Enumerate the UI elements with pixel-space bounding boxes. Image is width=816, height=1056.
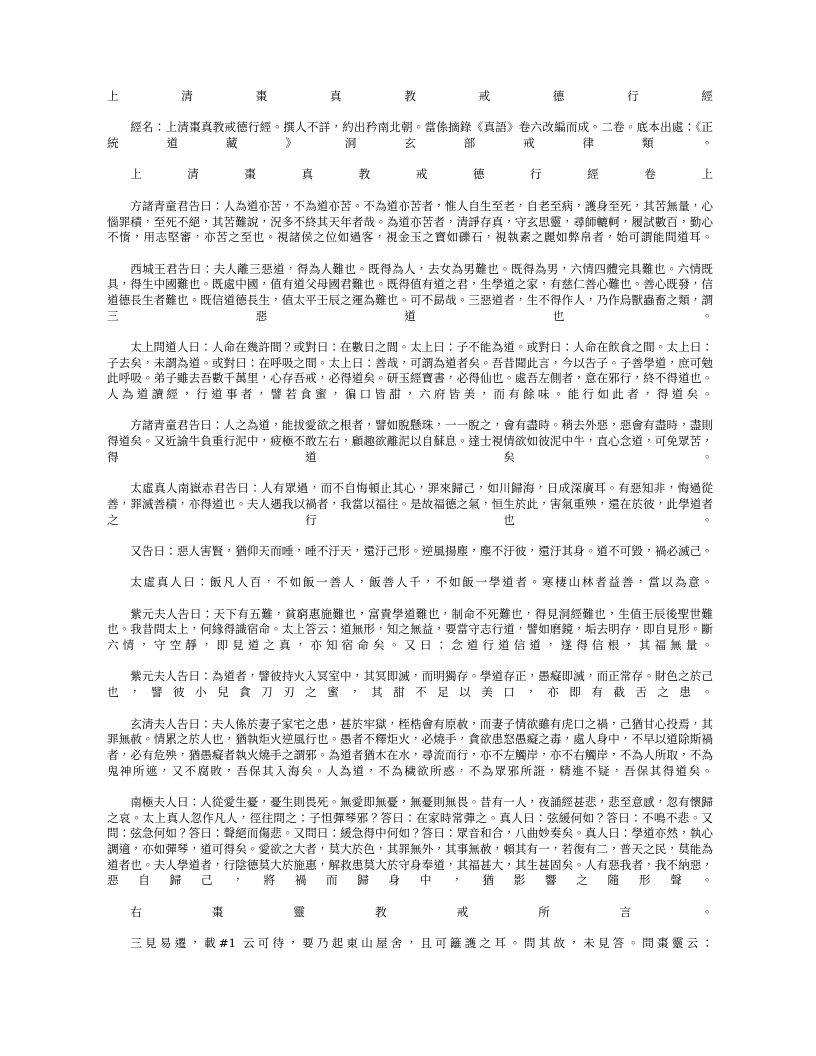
document-text-body — [107, 89, 713, 968]
paragraph-body: 方諸青童君告曰：人為道亦苦，不為道亦苦。不為道亦苦者，惟人自生至老，自老至病，護身至死，其苦無量，心惱罪積，至死不絕，其苦難說，況多不終其天年者哉。為道亦苦者，清諍存真，守玄思靈，尋師轆軻，履試數百，勤心不惰，用志堅審，亦苦之至也。視諸侯之位如過客，視金玉之寶如礫石，視執素之麗如弊帛者，始可謂能問道耳。 — [107, 198, 713, 245]
paragraph-body: 三見易遷，載#1 云可待，要乃起東山屋舍，且可籬護之耳。問其故，未見答。問棗靈云： — [130, 936, 713, 951]
paragraph-body: 西城王君告曰：夫人離三惡道，得為人難也。既得為人，去女為男難也。既得為男，六情四體完具難也。六情既具，得生中國難也。既處中國，值有道父母國君難也。既得值有道之君，生學道之家，有慈仁善心難也。善心既發，信道德長生者難也。既信道德長生，值太平壬辰之運為難也。可不勗哉。三惡道者，生不得作人，乃作烏獸蟲畜之類，謂三惡道也。 — [107, 261, 713, 323]
paragraph-juan-heading: 上清棗真教戒德行經卷上 — [130, 167, 713, 182]
paragraph-body: 太虛真人曰：飯凡人百，不如飯一善人，飯善人千，不如飯一學道者。寒棲山林者益善，當以為意。 — [130, 575, 713, 590]
paragraph-body: 太上問道人曰：人命在幾許間？或對曰：在數日之間。太上曰：子不能為道。或對曰：人命在飲食之間。太上曰：子去矣，未謂為道。或對曰：在呼吸之間。太上曰：善哉，可謂為道者矣。吾昔聞此言，今以告子。子善學道，庶可勉此呼吸。弟子雖去吾數千萬里，心存吾戒，必得道矣。研玉經寶書，必得仙也。處吾左側者，意在邪行，終不得道也。人為道讀經，行道事者，譬若食蜜，徧口皆甜，六府皆美，而有餘味。能行如此者，得道矣。 — [107, 340, 713, 402]
paragraph-body: 方諸青童君告曰：人之為道，能拔愛欲之根者，譬如脫懸珠，一一脫之，會有盡時。稍去外惡，惡會有盡時，盡則得道矣。又近諭牛負重行泥中，疲極不敢左右，顧趣欲離泥以自蘇息。達士視情欲如彼泥中牛，直心念道，可免眾苦，得道矣。 — [107, 418, 713, 464]
document-title: 上清棗真教戒德行經 — [107, 89, 713, 103]
paragraph-colophon-end: 右棗靈教戒所言。 — [130, 904, 713, 919]
paragraph-body: 南極夫人曰：人從愛生憂，憂生則畏死。無愛即無憂，無憂則無畏。昔有一人，夜誦經甚悲，悲至意感，忽有懷歸之哀。太上真人忽作凡人，徑往問之：子怛彈琴邪？答曰：在家時常彈之。真人曰：弦緩何如？答曰：不鳴不悲。又問：弦急何如？答曰：聲絕而傷悲。又問曰：緩急得中何如？答曰：眾音和合，八曲妙奏矣。真人曰：學道亦然，執心調適，亦如彈琴，道可得矣。愛欲之大者，莫大於色，其罪無外，其事無赦，賴其有一，若復有二，普天之民，莫能為道者也。夫人學道者，行陰德莫大於施惠，解救患莫大於守身奉道，其福甚大，其生甚固矣。人有惡我者，我不納惡，惡自歸己，將禍而歸身中，猶影響之隨形聲。 — [107, 794, 713, 888]
paragraph-body: 太虛真人南嶽赤君告曰：人有眾過，而不自悔頓止其心，罪來歸己，如川歸海，日成深廣耳。有惡知非，悔過從善，罪滅善積，亦得道也。夫人遇我以禍者，我當以福往。是故福德之氣，恒生於此，害氣重殃，還在於彼，此學道者之行也。 — [107, 481, 713, 527]
paragraph-body: 又告曰：惡人害賢，猶仰天而唾，唾不汙天，還汙己形。逆風揚塵，塵不汙彼，還汙其身。道不可毀，禍必滅己。 — [130, 543, 713, 558]
paragraph-body: 紫元夫人告曰：天下有五難，貧窮惠施難也，富貴學道難也，制命不死難也，得見洞經難也，生值壬辰後聖世難也。我昔問太上，何緣得識宿命。太上答云：道無形，知之無益，要當守志行道，譬如磨鏡，垢去明存，即自見形。斷六情，守空靜，即見道之真，亦知宿命矣。又曰：念道行道信道，遂得信根，其福無量。 — [107, 606, 713, 653]
paragraph-colophon: 經名：上清棗真教戒德行經。撰人不詳，約出矜南北朝。當係摘錄《真語》卷六改編而成。二卷。底本出處：《正統道藏》洞玄部戒律類。 — [107, 120, 713, 151]
paragraph-body: 紫元夫人告曰：為道者，譬彼持火入冥室中，其冥即滅，而明獨存。學道存正，愚癡即滅，而正常存。財色之於己也，譬彼小兒貪刀刃之蜜，其甜不足以美口，亦即有截舌之患。 — [107, 669, 713, 700]
paragraph-body: 玄清夫人告曰：夫人係於妻子家宅之患，甚於牢獄，桎梏會有原赦，而妻子情欲雖有虎口之禍，己猶甘心投焉，其罪無赦。情累之於人也，猶執炬火逆風行也。愚者不釋炬火，必燒手，貪欲患怒愚癡之毒，處人身中，不早以道除斯禍者，必有危殃，猶愚癡者執火燒手之謂邪。為道者猶木在水，尋流而行，亦不左觸岸，亦不右觸岸，不為人所取，不為鬼神所遮，又不腐敗，吾保其入海矣。人為道，不為穢欲所惑，不為眾邪所誑，精進不疑，吾保其得道矣。 — [107, 716, 713, 778]
